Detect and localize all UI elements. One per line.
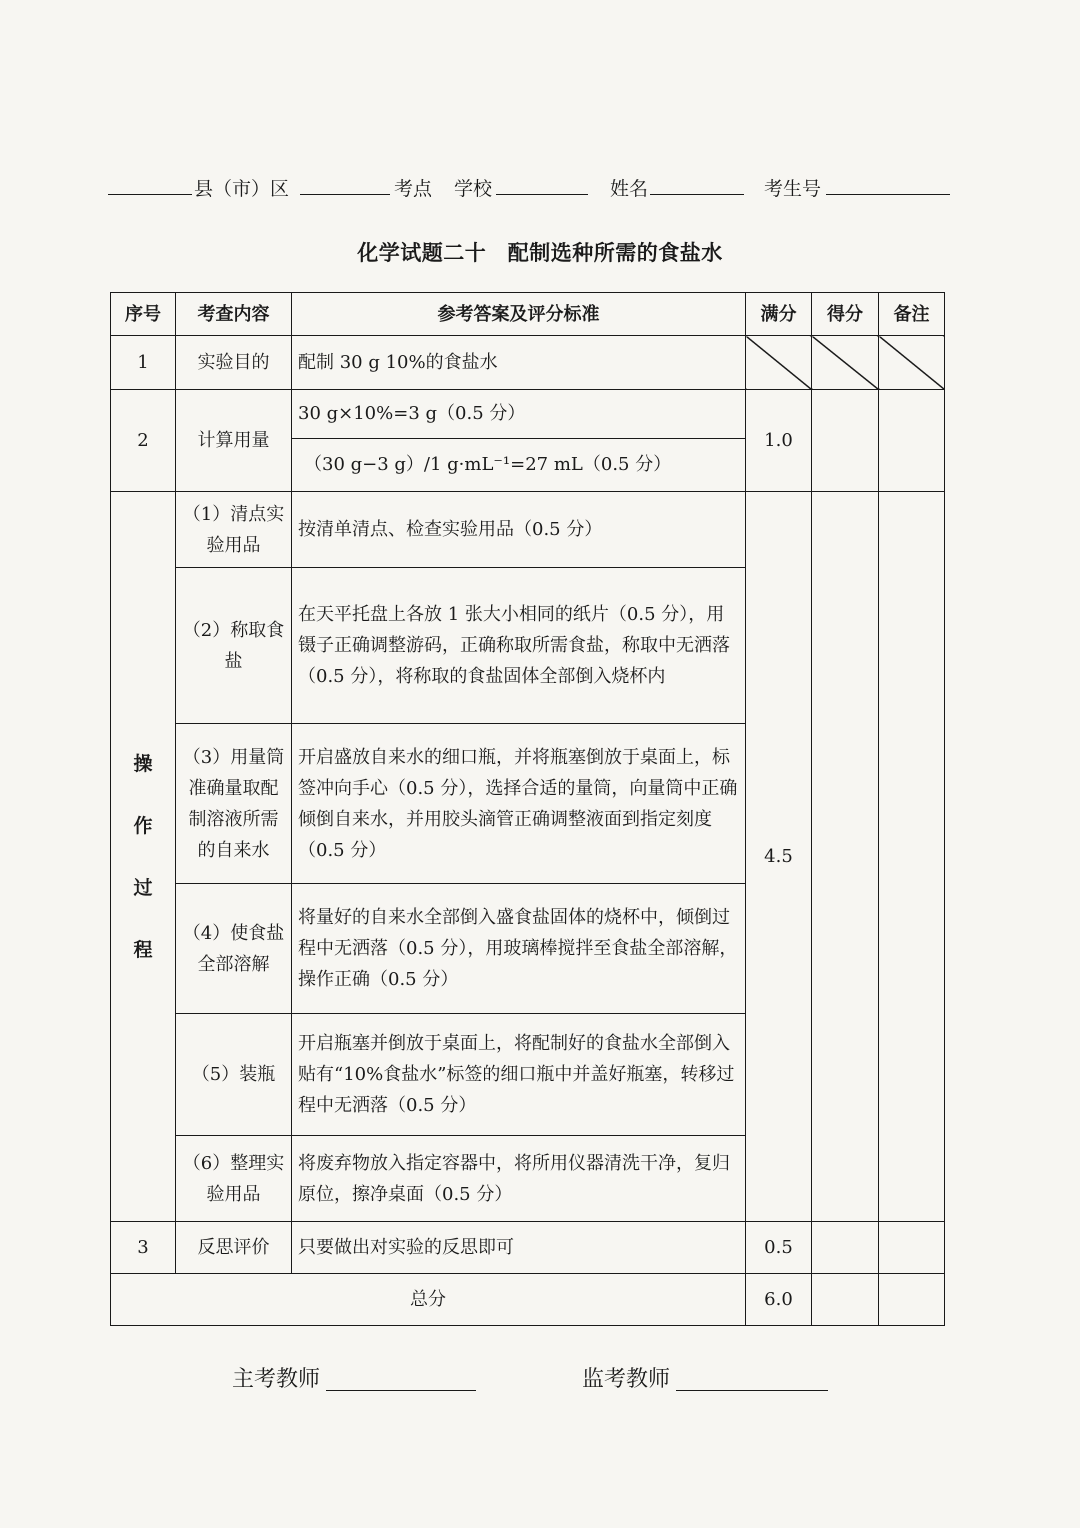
table-row — [111, 390, 945, 492]
row-no: 1 — [111, 336, 176, 390]
row-item: 实验目的 — [176, 336, 292, 390]
chief-examiner-label: 主考教师 — [232, 1367, 321, 1392]
exam-no-label: 考生号 — [764, 178, 822, 200]
header-score: 得分 — [812, 293, 879, 336]
grading-table — [110, 292, 945, 1326]
name-label: 姓名 — [610, 178, 649, 200]
step-answer: 开启盛放自来水的细口瓶，并将瓶塞倒放于桌面上，标签冲向手心（0.5 分），选择合适的量筒，向量筒中正确倾倒自来水，并用胶头滴管正确调整液面到指定刻度（0.5 分） — [292, 724, 746, 884]
row-remark-cell[interactable] — [879, 1222, 945, 1274]
row-answer: 配制 30 g 10%的食盐水 — [292, 336, 746, 390]
step-item: （5）装瓶 — [176, 1014, 292, 1136]
operation-remark-cell[interactable] — [879, 492, 945, 1222]
step-answer: 按清单清点、检查实验用品（0.5 分） — [292, 492, 746, 568]
answer-line-a: 30 g×10%=3 g（0.5 分） — [292, 390, 745, 439]
step-item: （1）清点实验用品 — [176, 492, 292, 568]
proctor-signature — [582, 1362, 670, 1393]
answer-line-b: （30 g−3 g）/1 g·mL⁻¹=27 mL（0.5 分） — [304, 454, 672, 475]
row-remark-cell[interactable] — [879, 390, 945, 492]
county-blank[interactable] — [108, 194, 192, 195]
step-item: （4）使食盐全部溶解 — [176, 884, 292, 1014]
operation-process-label: 操 作 过 程 — [111, 492, 176, 1222]
site-label: 考点 — [394, 178, 433, 200]
operation-full-score: 4.5 — [746, 492, 812, 1222]
total-score-cell[interactable] — [812, 1274, 879, 1326]
header-full-score: 满分 — [746, 293, 812, 336]
total-remark-cell[interactable] — [879, 1274, 945, 1326]
header-answer: 参考答案及评分标准 — [292, 293, 746, 336]
row-item: 反思评价 — [176, 1222, 292, 1274]
row-no: 3 — [111, 1222, 176, 1274]
table-row — [111, 336, 945, 390]
table-header-row — [111, 293, 945, 336]
row-score-cell[interactable] — [812, 1222, 879, 1274]
school-label: 学校 — [454, 178, 493, 200]
step-answer: 将废弃物放入指定容器中，将所用仪器清洗干净，复归原位，擦净桌面（0.5 分） — [292, 1136, 746, 1222]
full-score-na-cell — [746, 336, 812, 390]
site-blank[interactable] — [300, 194, 390, 195]
chief-examiner-signature — [232, 1362, 320, 1393]
total-full-score: 6.0 — [746, 1274, 812, 1326]
remark-na-cell — [879, 336, 945, 390]
header-item: 考查内容 — [176, 293, 292, 336]
row-score-cell[interactable] — [812, 390, 879, 492]
proctor-blank[interactable] — [676, 1390, 828, 1391]
step-answer: 在天平托盘上各放 1 张大小相同的纸片（0.5 分），用镊子正确调整游码，正确称取所需食盐，称取中无洒落（0.5 分），将称取的食盐固体全部倒入烧杯内 — [292, 568, 746, 724]
candidate-info-line — [108, 170, 950, 204]
step-item: （2）称取食盐 — [176, 568, 292, 724]
operation-score-cell[interactable] — [812, 492, 879, 1222]
row-answer — [292, 390, 746, 492]
step-answer: 将量好的自来水全部倒入盛食盐固体的烧杯中，倾倒过程中无洒落（0.5 分），用玻璃棒搅拌至食盐全部溶解，操作正确（0.5 分） — [292, 884, 746, 1014]
row-no: 2 — [111, 390, 176, 492]
step-item: （3）用量筒准确量取配制溶液所需的自来水 — [176, 724, 292, 884]
row-answer: 只要做出对实验的反思即可 — [292, 1222, 746, 1274]
total-row — [111, 1274, 945, 1326]
table-row — [111, 1222, 945, 1274]
step-answer: 开启瓶塞并倒放于桌面上，将配制好的食盐水全部倒入贴有“10%食盐水”标签的细口瓶中并盖好瓶塞，转移过程中无洒落（0.5 分） — [292, 1014, 746, 1136]
name-blank[interactable] — [650, 194, 744, 195]
step-item: （6）整理实验用品 — [176, 1136, 292, 1222]
chief-examiner-blank[interactable] — [326, 1390, 476, 1391]
row-full-score: 0.5 — [746, 1222, 812, 1274]
header-no: 序号 — [111, 293, 176, 336]
exam-no-blank[interactable] — [826, 194, 950, 195]
score-na-cell — [812, 336, 879, 390]
table-row — [111, 492, 945, 568]
row-item: 计算用量 — [176, 390, 292, 492]
total-label: 总分 — [111, 1274, 746, 1326]
proctor-label: 监考教师 — [582, 1367, 671, 1392]
school-blank[interactable] — [496, 194, 588, 195]
header-remark: 备注 — [879, 293, 945, 336]
page-title: 化学试题二十 配制选种所需的食盐水 — [357, 240, 723, 265]
county-label: 县（市）区 — [194, 178, 290, 200]
row-full-score: 1.0 — [746, 390, 812, 492]
